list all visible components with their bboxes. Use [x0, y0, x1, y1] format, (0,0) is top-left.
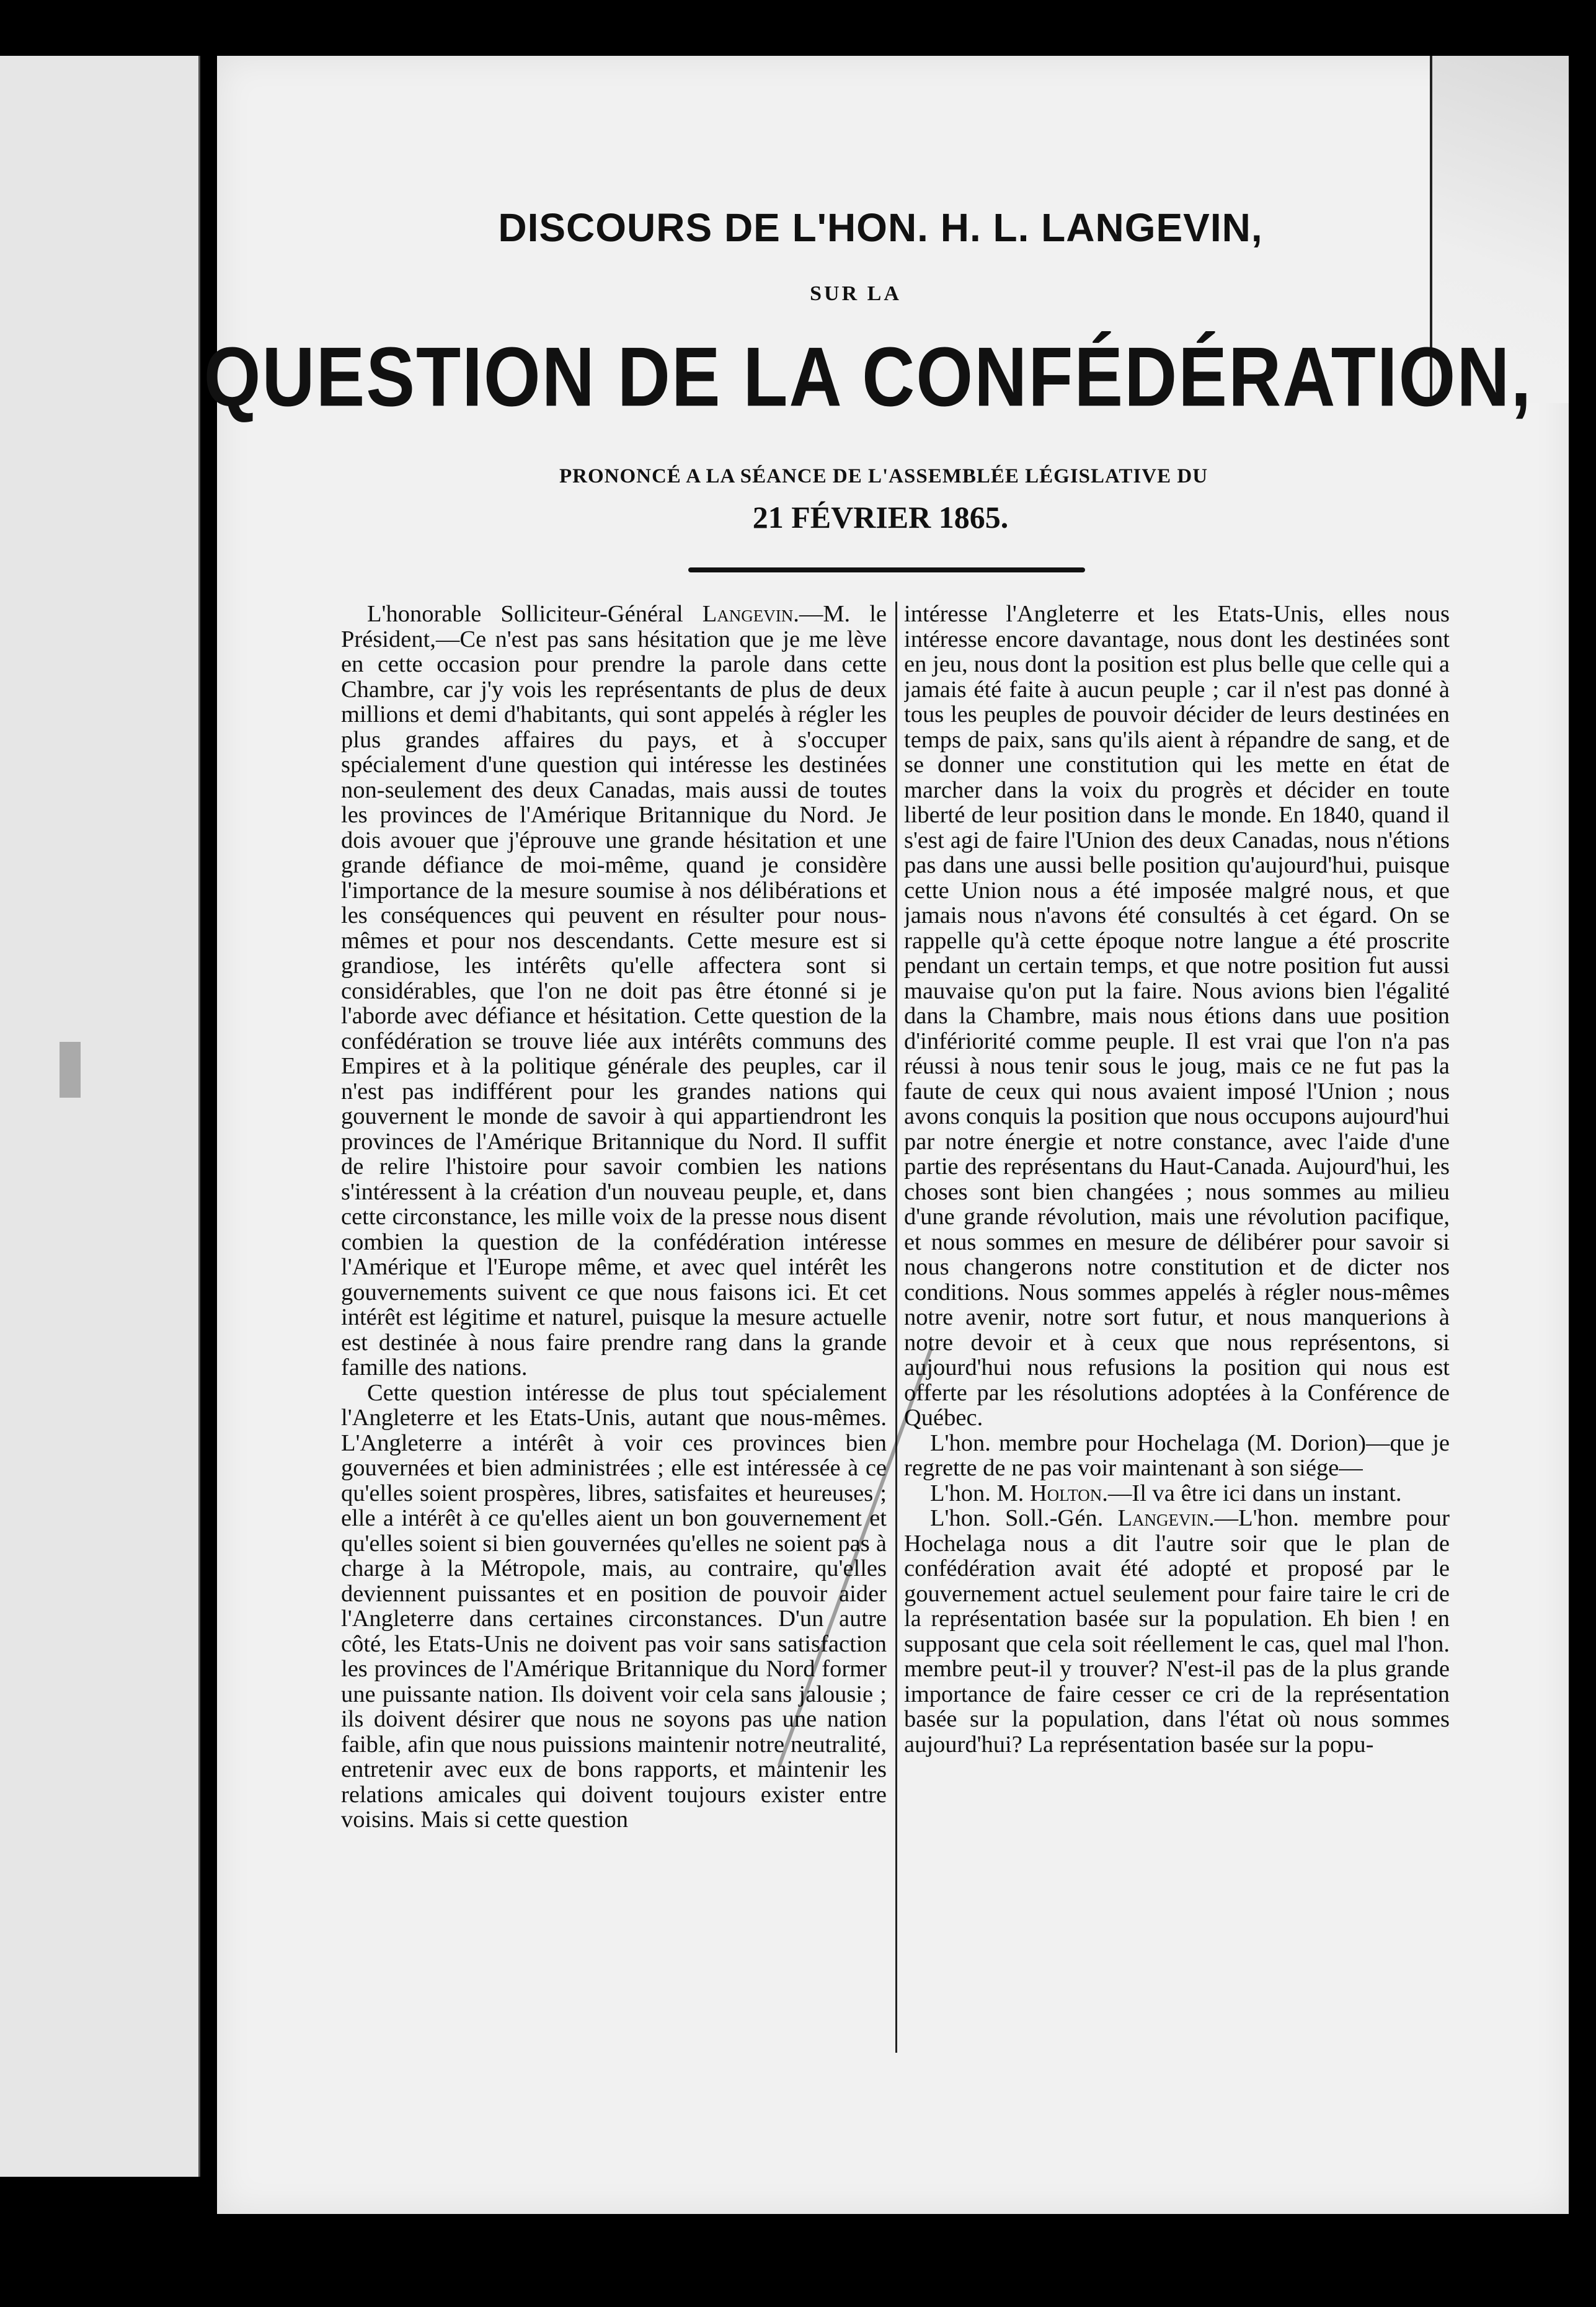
speaker-name: Holton — [1029, 1480, 1102, 1506]
session-date: 21 FÉVRIER 1865. — [752, 500, 1009, 535]
paragraph-text: .—L'hon. membre pour Hochelaga nous a dit l'autre soir que le plan de confédération avait été adopté et proposé par le gouvernement actuel seulement pour faire taire le cri de la représentation basée sur la population. Eh bien ! en supposant que cela soit réellement le cas, quel mal l'hon. membre peut-il y trouver? N'est-il pas de la plus grande importance de faire cesser ce cri de la représentation basée sur la population, dans l'état où nous sommes aujourd'hui? La représentation basée sur la popu- — [904, 1505, 1450, 1758]
paragraph-lead: L'honorable Solliciteur-Général — [367, 602, 703, 627]
paragraph: intéresse l'Angleterre et les Etats-Unis, elles nous intéresse encore davantage, nous dont les destinées sont en jeu, nous dont la position est plus belle que celle qui a jamais été faite à aucun peuple ; car il n'est pas donné à tous les peuples de pouvoir décider de leurs destinées en temps de paix, sans qu'ils aient à répandre de sang, et de se donner une constitution qui les mette en état de marcher dans la voix du progrès et décider en toute liberté de leur position dans le monde. En 1840, quand il s'est agi de faire l'Union des deux Canadas, nous n'étions pas dans une aussi belle position qu'aujourd'hui, puisque cette Union nous a été imposée malgré nous, et que jamais nous n'avons été consultés à cet égard. On se rappelle qu'à cette époque notre langue a été proscrite pendant un certain temps, et que notre position fut aussi mauvaise qu'on put la faire. Nous avions bien l'égalité dans la Chambre, mais nous étions dans uue position d'infériorité comme peuple. Il est vrai que l'on n'a pas réussi à nous tenir sous le joug, mais ce ne fut pas la faute de ceux qui nous avaient imposé l'Union ; nous avons conquis la position que nous occupons aujourd'hui par notre énergie et notre constance, avec l'aide d'une partie des représentans du Haut-Canada. Aujourd'hui, les choses sont bien changées ; nous sommes au milieu d'une grande révolution, mais une révolution pacifique, et nous sommes en mesure de délibérer pour savoir si nous changerons notre constitution et de dicter nos conditions. Nous sommes appelés à régler nous-mêmes notre avenir, notre sort futur, et nous manquerions à notre devoir et à ceux que nous représentons, si aujourd'hui nous refusions la position qui nous est offerte par les résolutions adoptées à la Conférence de Québec. — [904, 602, 1450, 1431]
speaker-name: Langevin — [1117, 1505, 1208, 1531]
paragraph-text: .—M. le Président,—Ce n'est pas sans hésitation que je me lève en cette occasion pour prendre la parole dans cette Chambre, car j'y vois les représentants de plus de deux millions et demi d'habitants, qui sont appelés à régler les plus grandes affaires du pays, et à s'occuper spécialement d'une question qui intéresse les destinées non-seulement des deux Canadas, mais aussi de toutes les provinces de l'Amérique Britannique du Nord. Je dois avouer que j'éprouve une grande hésitation et une grande défiance de moi-même, quand je considère l'importance de la mesure soumise à nos délibérations et les conséquences qui peuvent en résulter pour nous-mêmes et pour nos descendants. Cette mesure est si grandiose, les intérêts qu'elle affectera sont si considérables, que l'on ne doit pas être étonné si je l'aborde avec défiance et hésitation. Cette question de la confédération se trouve liée aux intérêts communs des Empires et à la politique générale des peuples, car il n'est pas indifférent pour les grandes nations qui gouvernent le monde de savoir à qui appartiendront les provinces de l'Amérique Britannique du Nord. Il suffit de relire l'histoire pour savoir combien les nations s'intéressent à la création d'un nouveau peuple, et, dans cette circonstance, les mille voix de la presse nous disent combien la question de la confédération intéresse l'Amérique et l'Europe même, et avec quel intérêt les gouvernements suivent ce que nous faisons ici. Et cet intérêt est légitime et naturel, puisque la mesure actuelle est destinée à nous faire prendre rang dans la grande famille des nations. — [341, 602, 887, 1380]
text-column-right — [904, 602, 1450, 2065]
paragraph-lead: L'hon. Soll.-Gén. — [930, 1505, 1118, 1531]
paragraph — [904, 1506, 1450, 1757]
paragraph — [904, 1481, 1450, 1506]
main-title: QUESTION DE LA CONFÉDÉRATION, — [203, 330, 1533, 425]
paragraph-lead: L'hon. M. — [930, 1480, 1030, 1506]
column-divider — [895, 602, 897, 2053]
session-subtitle: PRONONCÉ A LA SÉANCE DE L'ASSEMBLÉE LÉGISLATIVE DU — [559, 465, 1208, 487]
title-rule — [688, 567, 1085, 572]
paragraph — [341, 602, 887, 1380]
speaker-name: Langevin — [702, 602, 794, 627]
document-page — [203, 56, 1569, 2214]
paragraph-text: .—Il va être ici dans un instant. — [1102, 1480, 1402, 1506]
paragraph: Cette question intéresse de plus tout spécialement l'Angleterre et les Etats-Unis, autant que nous-mêmes. L'Angleterre a intérêt à voir ces provinces bien gouvernées et bien administrées ; elle est intéressée à ce qu'elles soient prospères, libres, satisfaites et heureuses ; elle a intérêt à ce qu'elles aient un bon gouvernement et qu'elles soient si bien gouvernées qu'elles ne soient pas à charge à la Métropole, mais, au contraire, qu'elles deviennent puissantes et en position de pouvoir aider l'Angleterre dans certaines circonstances. D'un autre côté, les Etats-Unis ne doivent pas voir sans satisfaction les provinces de l'Amérique Britannique du Nord former une puissante nation. Ils doivent voir cela sans jalousie ; ils doivent désirer que nous ne soyons pas une nation faible, afin que nous puissions maintenir notre neutralité, entretenir avec eux de bons rapports, et maintenir les relations amicales qui doivent toujours exister entre voisins. Mais si cette question — [341, 1379, 887, 1833]
title-connector: SUR LA — [810, 282, 902, 305]
facing-page-mark — [60, 1042, 81, 1098]
text-column-left — [341, 602, 887, 2065]
speech-title: DISCOURS DE L'HON. H. L. LANGEVIN, — [498, 205, 1263, 250]
paragraph: L'hon. membre pour Hochelaga (M. Dorion)—que je regrette de ne pas voir maintenant à son siége— — [904, 1429, 1450, 1481]
